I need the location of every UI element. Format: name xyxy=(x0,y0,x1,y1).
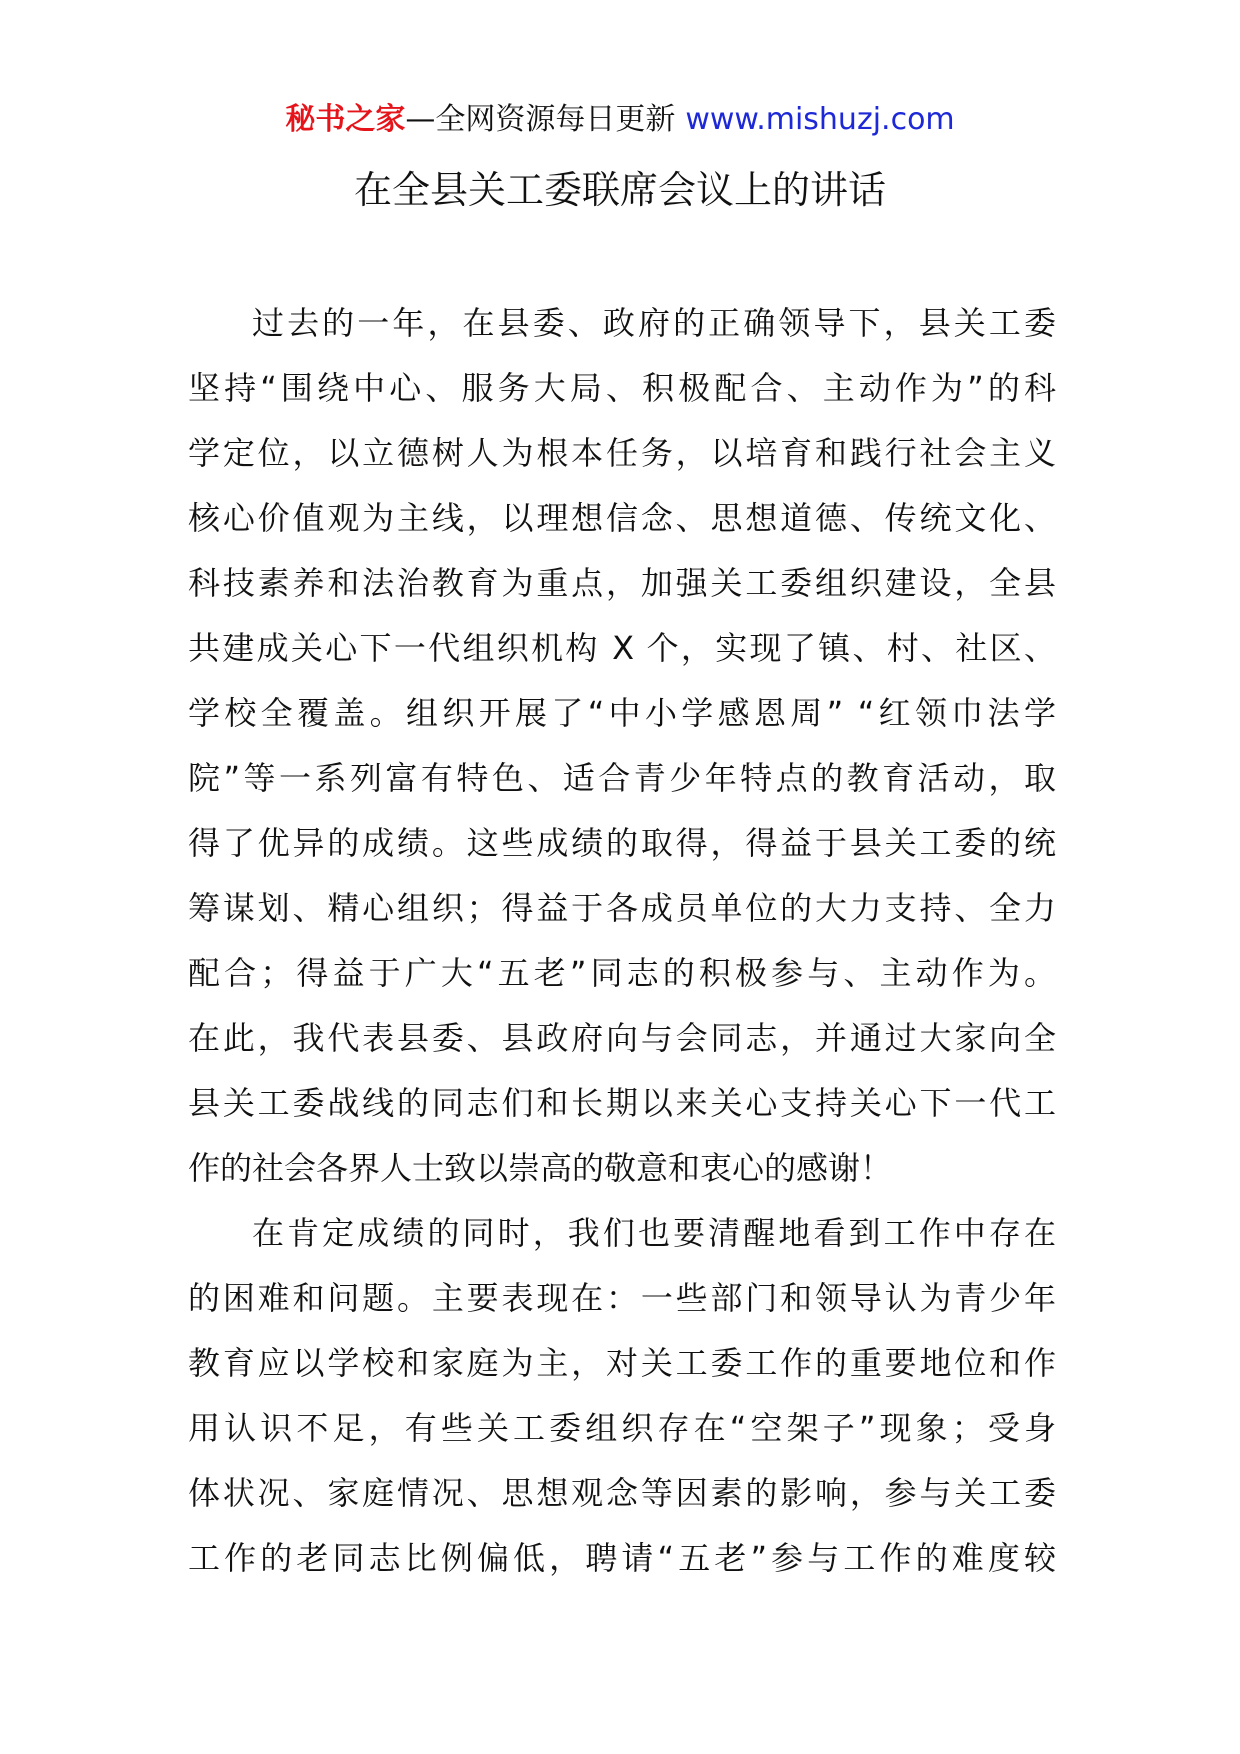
paragraph-1-line: 在此，我代表县委、县政府向与会同志，并通过大家向全 xyxy=(188,1019,1056,1057)
site-url-link[interactable]: www.mishuzj.com xyxy=(685,102,955,137)
paragraph-1-line: 院”等一系列富有特色、适合青少年特点的教育活动，取 xyxy=(188,759,1056,797)
paragraph-2-line: 教育应以学校和家庭为主，对关工委工作的重要地位和作 xyxy=(188,1344,1056,1382)
paragraph-1-line: 坚持“围绕中心、服务大局、积极配合、主动作为”的科 xyxy=(188,369,1056,407)
header-tagline: —全网资源每日更新 xyxy=(405,102,676,137)
paragraph-1-line: 筹谋划、精心组织；得益于各成员单位的大力支持、全力 xyxy=(188,889,1056,927)
paragraph-1-line: 核心价值观为主线，以理想信念、思想道德、传统文化、 xyxy=(188,499,1056,537)
paragraph-2-line: 的困难和问题。主要表现在：一些部门和领导认为青少年 xyxy=(188,1279,1056,1317)
paragraph-1-line: 学校全覆盖。组织开展了“中小学感恩周” “红领巾法学 xyxy=(188,694,1056,732)
paragraph-2-line: 用认识不足，有些关工委组织存在“空架子”现象；受身 xyxy=(188,1409,1056,1447)
paragraph-2-line: 体状况、家庭情况、思想观念等因素的影响，参与关工委 xyxy=(188,1474,1056,1512)
paragraph-1-line: 配合；得益于广大“五老”同志的积极参与、主动作为。 xyxy=(188,954,1056,992)
paragraph-1-line: 科技素养和法治教育为重点，加强关工委组织建设，全县 xyxy=(188,564,1056,602)
paragraph-1-line: 共建成关心下一代组织机构 X 个，实现了镇、村、社区、 xyxy=(188,629,1056,667)
site-header xyxy=(0,100,1240,140)
document-title: 在全县关工委联席会议上的讲话 xyxy=(353,168,886,212)
paragraph-1-line: 过去的一年，在县委、政府的正确领导下，县关工委 xyxy=(252,304,1056,342)
paragraph-1-line: 县关工委战线的同志们和长期以来关心支持关心下一代工 xyxy=(188,1084,1056,1122)
paragraph-2-line: 工作的老同志比例偏低，聘请“五老”参与工作的难度较 xyxy=(188,1539,1056,1577)
brand-name: 秘书之家 xyxy=(285,102,406,137)
paragraph-2-line: 在肯定成绩的同时，我们也要清醒地看到工作中存在 xyxy=(252,1214,1056,1252)
paragraph-1-line: 学定位，以立德树人为根本任务，以培育和践行社会主义 xyxy=(188,434,1056,472)
paragraph-1-line: 得了优异的成绩。这些成绩的取得，得益于县关工委的统 xyxy=(188,824,1056,862)
paragraph-1-line: 作的社会各界人士致以崇高的敬意和衷心的感谢！ xyxy=(188,1149,893,1187)
document-body xyxy=(188,291,1056,1591)
